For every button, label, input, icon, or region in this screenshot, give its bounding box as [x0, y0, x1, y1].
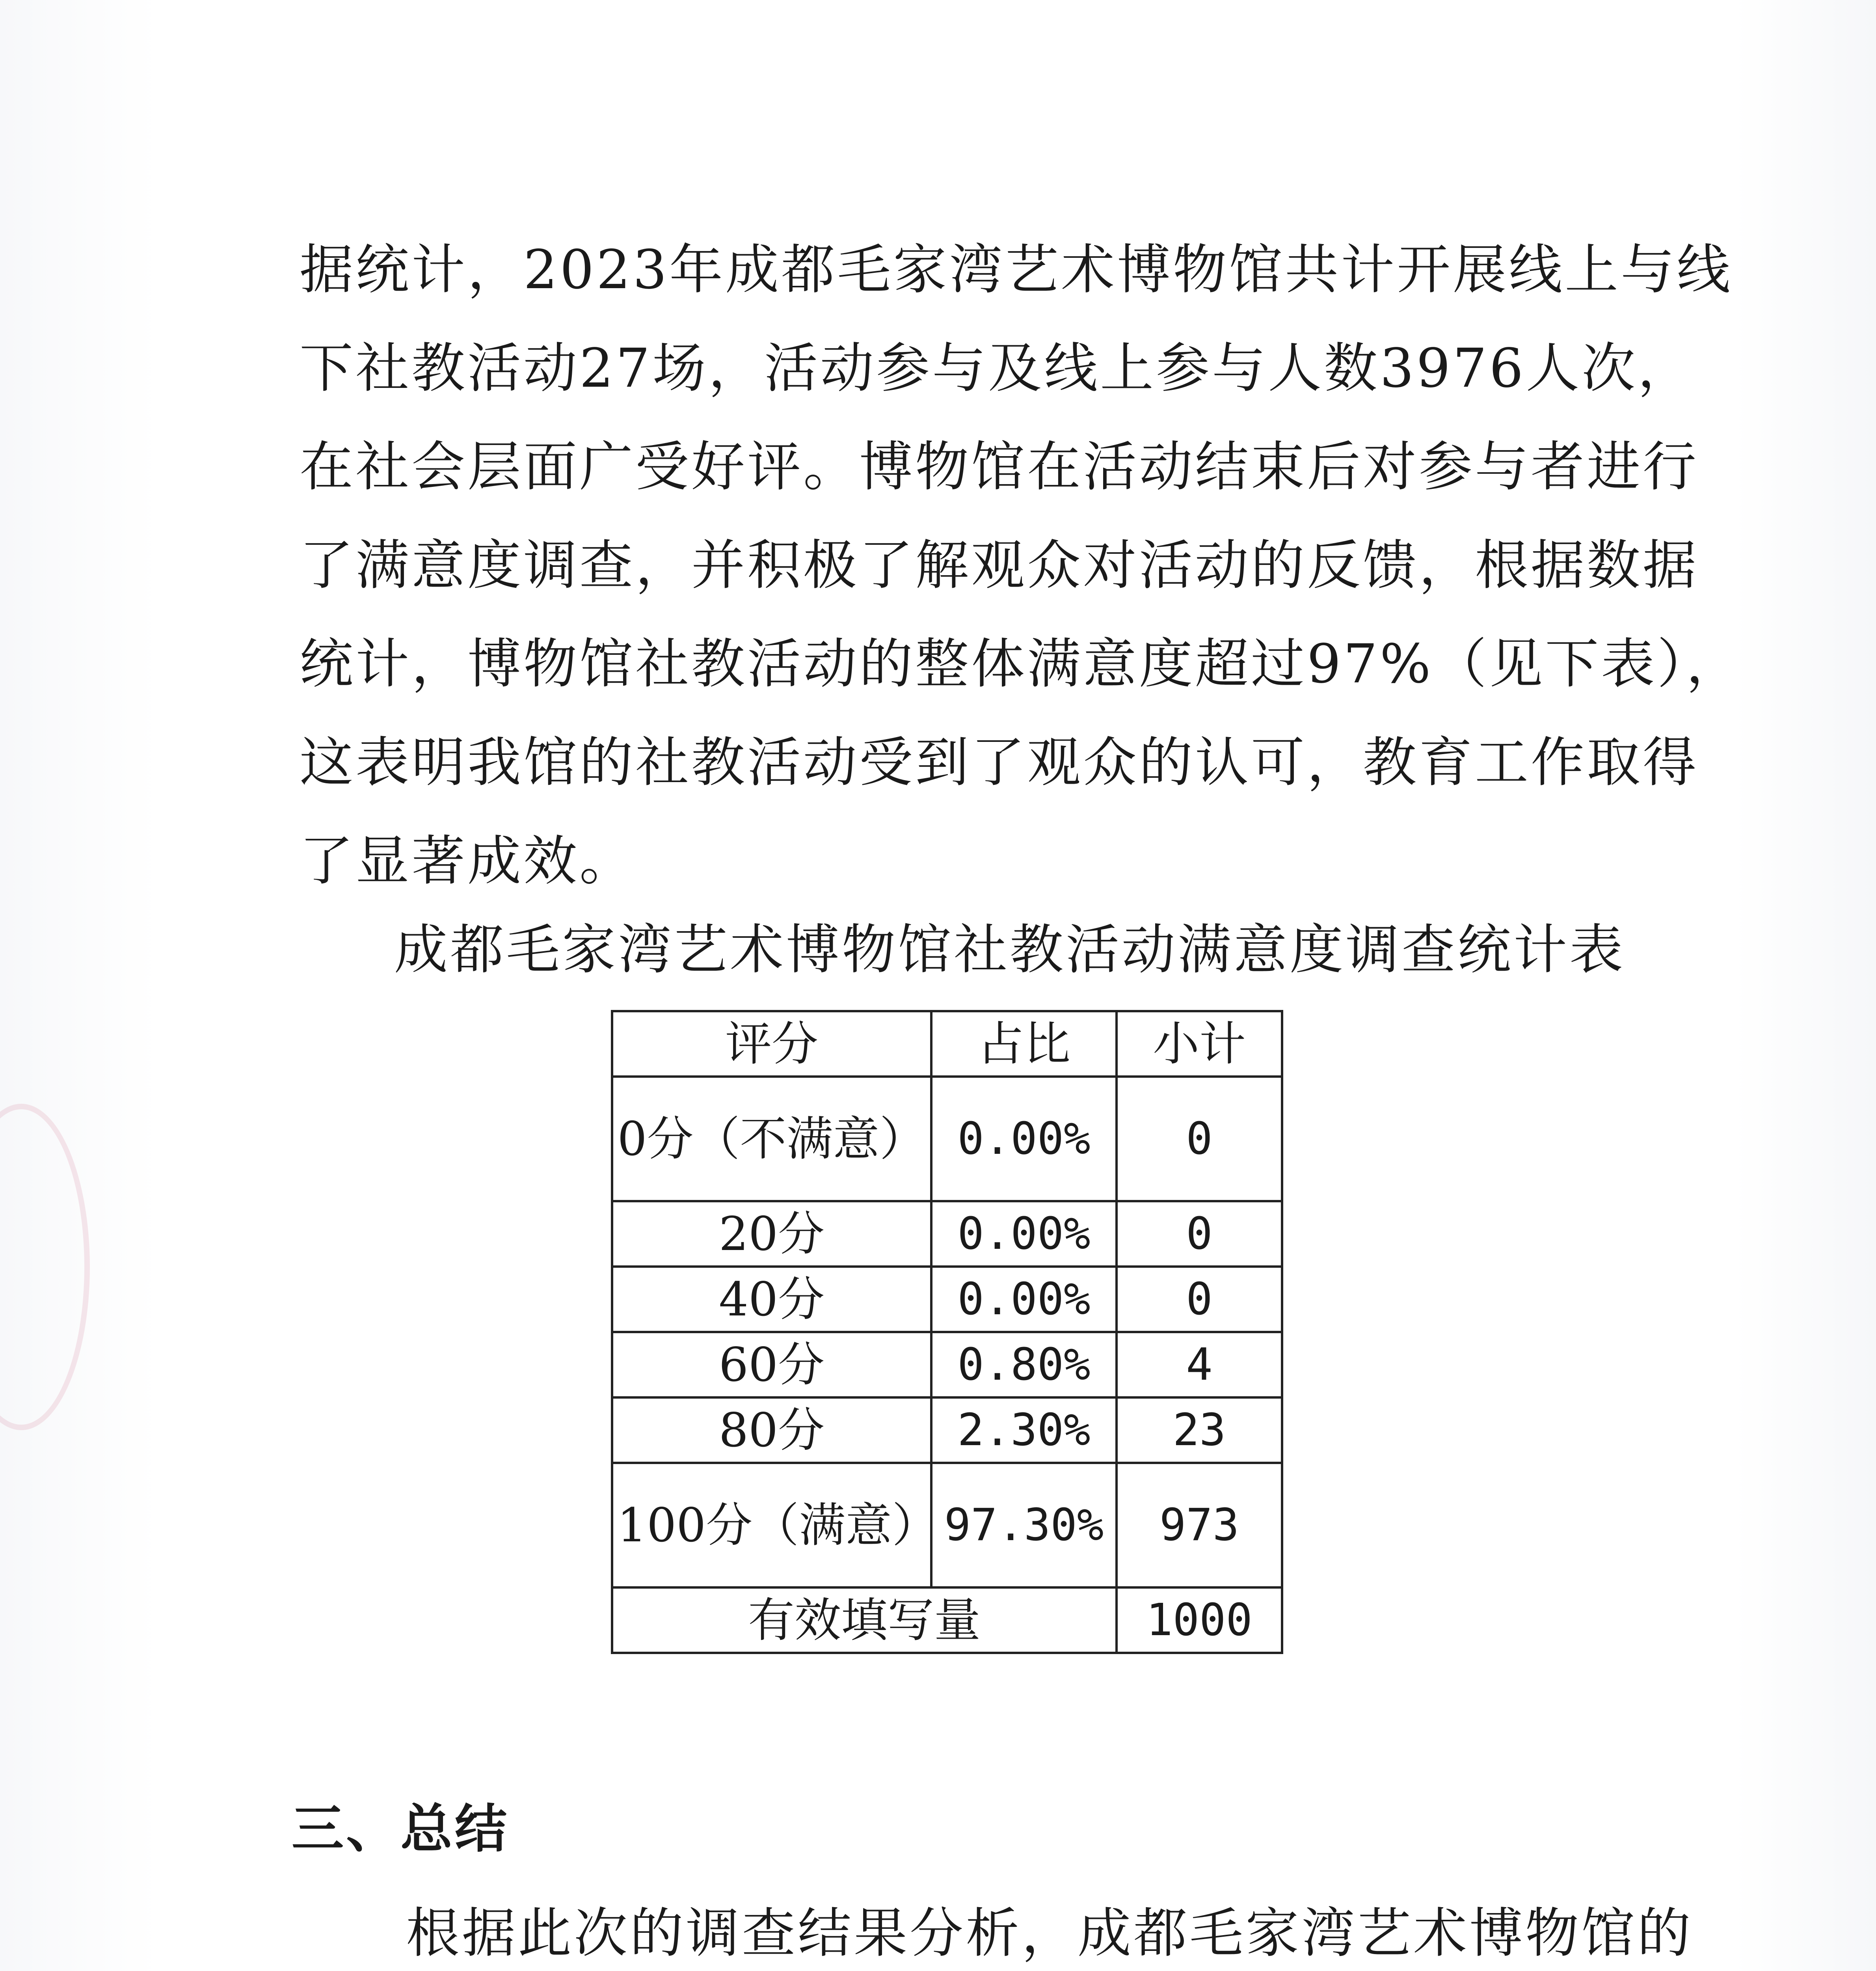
- paragraph-line: 在社会层面广受好评。博物馆在活动结束后对参与者进行: [300, 436, 1699, 498]
- table-row: [612, 1332, 1282, 1397]
- paragraph-line: 下社教活动27场，活动参与及线上参与人数3976人次，: [300, 337, 1694, 400]
- table-row: [612, 1077, 1282, 1201]
- table-footer-row: [612, 1587, 1282, 1653]
- score-cell: 100分（满意）: [612, 1463, 931, 1587]
- paragraph-line: 了显著成效。: [300, 830, 635, 892]
- ratio-cell: 0.00%: [931, 1201, 1117, 1267]
- summary-paragraph: [300, 1884, 1693, 1971]
- table-row: [612, 1267, 1282, 1332]
- table-row: [612, 1463, 1282, 1587]
- subtotal-cell: 0: [1117, 1201, 1282, 1267]
- paragraph-line: 这表明我馆的社教活动受到了观众的认可，教育工作取得: [300, 732, 1699, 794]
- ratio-cell: 97.30%: [931, 1463, 1117, 1587]
- table-row: [612, 1397, 1282, 1463]
- ratio-cell: 0.80%: [931, 1332, 1117, 1397]
- ratio-cell: 0.00%: [931, 1267, 1117, 1332]
- footer-label: 有效填写量: [612, 1587, 1117, 1653]
- score-cell: 80分: [612, 1397, 931, 1463]
- header-subtotal: 小计: [1117, 1011, 1282, 1077]
- subtotal-cell: 973: [1117, 1463, 1282, 1587]
- section-heading: 三、总结: [292, 1799, 509, 1859]
- satisfaction-table: [611, 1010, 1283, 1654]
- subtotal-cell: 23: [1117, 1397, 1282, 1463]
- paragraph-line: 根据此次的调查结果分析，成都毛家湾艺术博物馆的: [406, 1902, 1693, 1965]
- table-caption: 成都毛家湾艺术博物馆社教活动满意度调查统计表: [394, 919, 1625, 981]
- subtotal-cell: 4: [1117, 1332, 1282, 1397]
- score-cell: 20分: [612, 1201, 931, 1267]
- paragraph-line: 统计，博物馆社教活动的整体满意度超过97%（见下表），: [300, 633, 1742, 695]
- table-row: [612, 1201, 1282, 1267]
- table-header-row: [612, 1011, 1282, 1077]
- subtotal-cell: 0: [1117, 1077, 1282, 1201]
- score-cell: 60分: [612, 1332, 931, 1397]
- header-score: 评分: [612, 1011, 931, 1077]
- score-cell: 0分（不满意）: [612, 1077, 931, 1201]
- ratio-cell: 2.30%: [931, 1397, 1117, 1463]
- paragraph-line: 据统计，2023年成都毛家湾艺术博物馆共计开展线上与线: [300, 239, 1733, 301]
- intro-paragraph: [300, 221, 1742, 911]
- paragraph-line: 了满意度调查，并积极了解观众对活动的反馈，根据数据: [300, 535, 1699, 597]
- header-ratio: 占比: [931, 1011, 1117, 1077]
- footer-subtotal: 1000: [1117, 1587, 1282, 1653]
- ratio-cell: 0.00%: [931, 1077, 1117, 1201]
- subtotal-cell: 0: [1117, 1267, 1282, 1332]
- score-cell: 40分: [612, 1267, 931, 1332]
